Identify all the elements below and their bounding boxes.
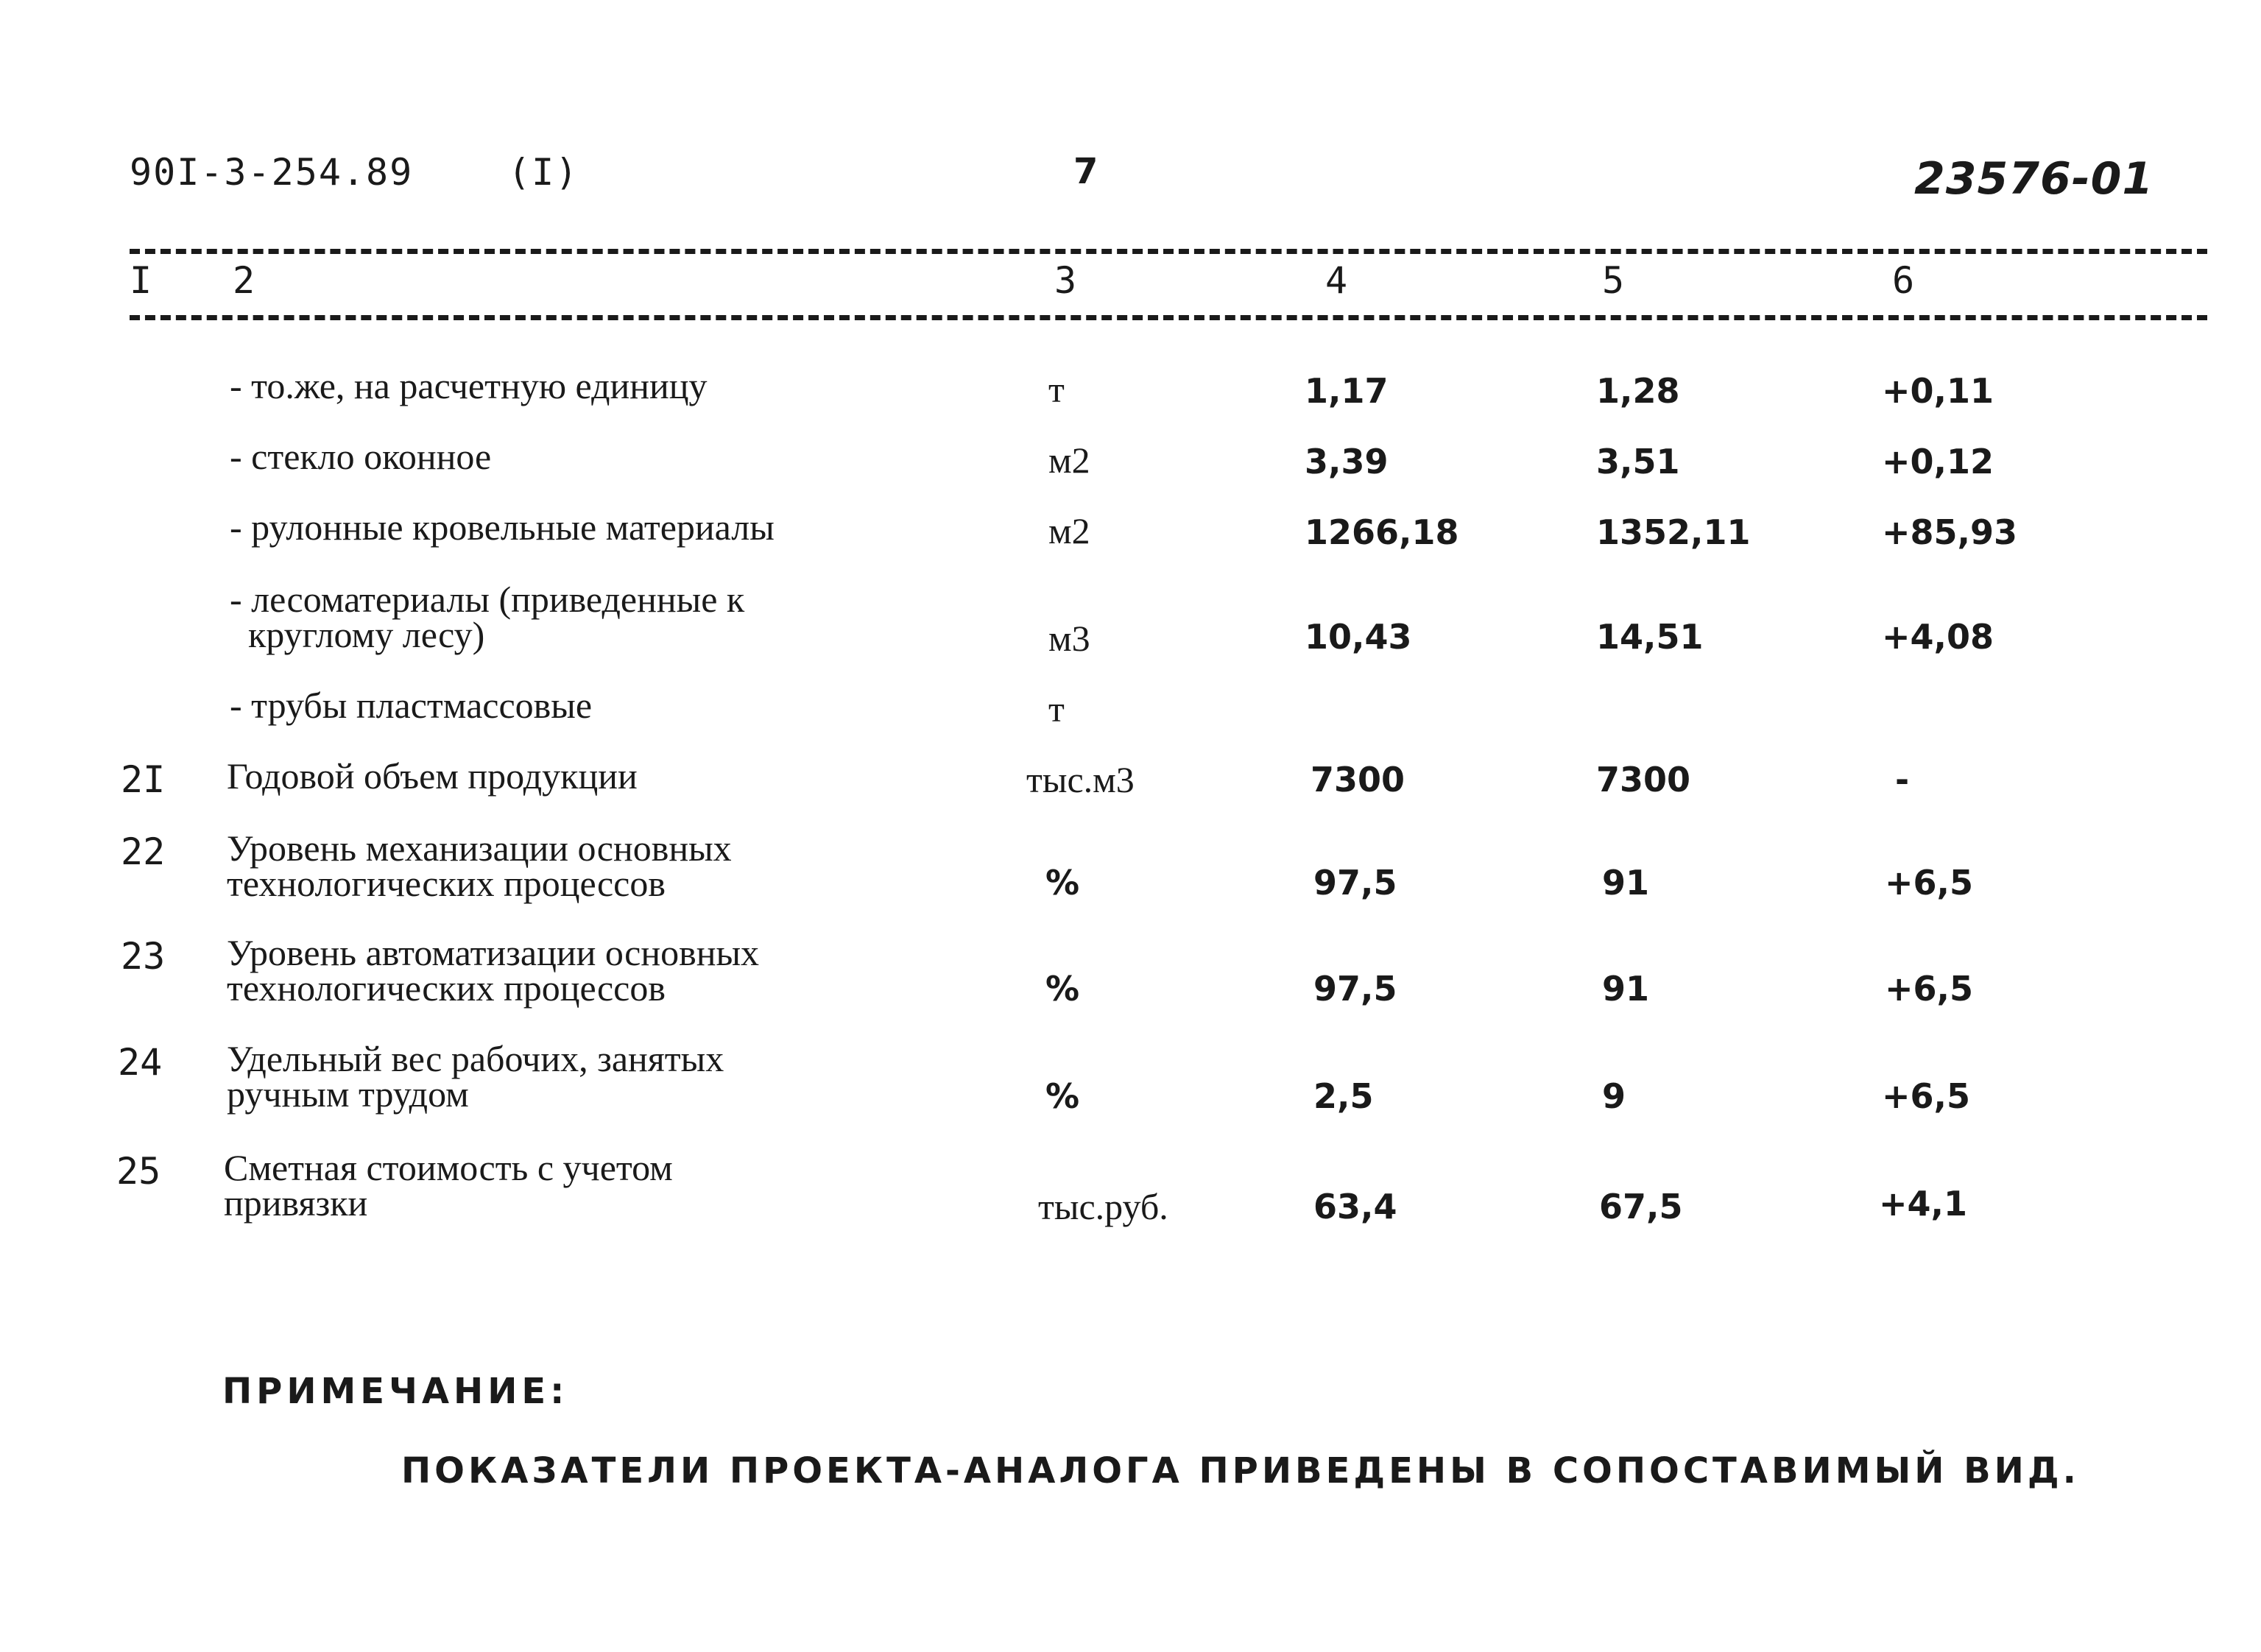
row-analog-value: 91 <box>1602 969 1650 1009</box>
row-description: - рулонные кровельные материалы <box>230 506 775 548</box>
row-number: 22 <box>121 830 166 873</box>
column-header-1: I <box>130 259 152 302</box>
row-unit: м3 <box>1048 618 1090 659</box>
row-design-value: 97,5 <box>1313 863 1397 903</box>
note-title: ПРИМЕЧАНИЕ: <box>222 1371 569 1412</box>
registration-number: 23576-01 <box>1914 153 2154 205</box>
page-number: 7 <box>1073 151 1100 192</box>
row-design-value: 63,4 <box>1313 1187 1397 1226</box>
row-difference: +4,08 <box>1882 617 1994 657</box>
row-analog-value: 1,28 <box>1596 371 1680 411</box>
row-difference: - <box>1895 760 1910 799</box>
row-design-value: 1266,18 <box>1305 512 1459 552</box>
row-analog-value: 3,51 <box>1596 442 1680 481</box>
row-design-value: 7300 <box>1311 760 1405 799</box>
row-design-value: 97,5 <box>1313 969 1397 1009</box>
row-difference: +4,1 <box>1879 1184 1968 1224</box>
row-unit: тыс.м3 <box>1026 759 1135 800</box>
row-difference: +0,12 <box>1882 442 1994 481</box>
document-code: 90I-3-254.89 <box>130 151 414 194</box>
row-difference: +6,5 <box>1882 1076 1971 1116</box>
row-unit: тыс.руб. <box>1038 1186 1168 1227</box>
row-unit: м2 <box>1048 510 1090 551</box>
table-header-top-rule <box>130 249 2207 254</box>
row-description: Уровень механизации основных технологических процессов <box>227 827 732 904</box>
row-analog-value: 7300 <box>1596 760 1691 799</box>
row-analog-value: 1352,11 <box>1596 512 1751 552</box>
row-difference: +6,5 <box>1885 863 1974 903</box>
row-analog-value: 14,51 <box>1596 617 1704 657</box>
row-number: 2I <box>121 758 166 801</box>
row-unit: % <box>1045 863 1080 903</box>
row-analog-value: 67,5 <box>1599 1187 1683 1226</box>
row-analog-value: 91 <box>1602 863 1650 903</box>
row-difference: +0,11 <box>1882 371 1994 411</box>
row-number: 23 <box>121 935 166 978</box>
row-design-value: 1,17 <box>1305 371 1389 411</box>
row-difference: +85,93 <box>1882 512 2018 552</box>
column-header-3: 3 <box>1054 259 1077 302</box>
row-description: - стекло оконное <box>230 436 492 477</box>
row-description: Сметная стоимость с учетом привязки <box>224 1147 673 1224</box>
row-analog-value: 9 <box>1602 1076 1626 1116</box>
row-description: - то.же, на расчетную единицу <box>230 365 708 406</box>
column-header-6: 6 <box>1892 259 1915 302</box>
column-header-2: 2 <box>233 259 255 302</box>
row-description: Годовой объем продукции <box>227 755 638 797</box>
row-difference: +6,5 <box>1885 969 1974 1009</box>
row-unit: т <box>1048 369 1065 410</box>
row-description: - лесоматериалы (приведенные к круглому лесу) <box>230 579 745 655</box>
row-unit: м2 <box>1048 440 1090 481</box>
row-design-value: 2,5 <box>1313 1076 1374 1116</box>
row-description: Удельный вес рабочих, занятых ручным трудом <box>227 1038 724 1115</box>
row-description: Уровень автоматизации основных технологических процессов <box>227 932 760 1009</box>
column-header-4: 4 <box>1325 259 1348 302</box>
column-header-5: 5 <box>1602 259 1625 302</box>
row-number: 24 <box>118 1041 163 1084</box>
row-unit: т <box>1048 688 1065 730</box>
row-design-value: 10,43 <box>1305 617 1412 657</box>
note-text: ПОКАЗАТЕЛИ ПРОЕКТА-АНАЛОГА ПРИВЕДЕНЫ В СОПОСТАВИМЫЙ ВИД. <box>401 1450 2080 1492</box>
section-number: (I) <box>508 151 579 194</box>
row-description: - трубы пластмассовые <box>230 685 593 726</box>
row-unit: % <box>1045 969 1080 1009</box>
table-header-bottom-rule <box>130 315 2207 320</box>
row-design-value: 3,39 <box>1305 442 1389 481</box>
row-unit: % <box>1045 1076 1080 1116</box>
row-number: 25 <box>116 1150 161 1193</box>
